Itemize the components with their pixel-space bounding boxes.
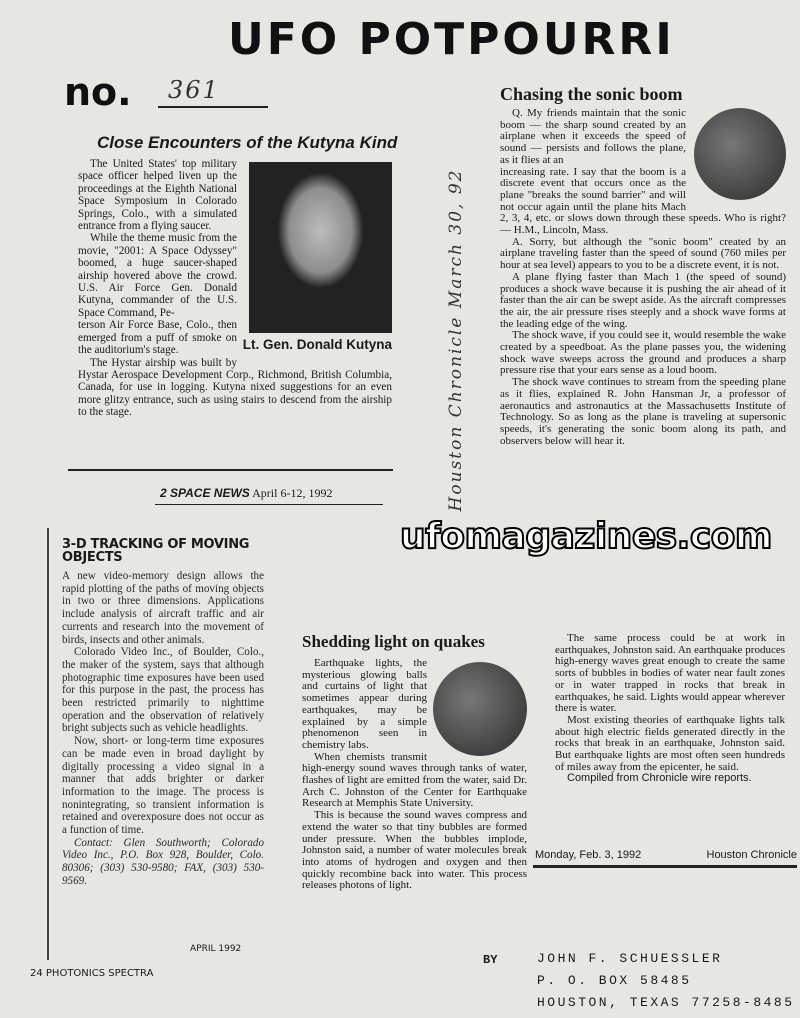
contributor-name: JOHN F. SCHUESSLER [537,951,723,966]
divider [533,865,797,868]
photo-caption: Lt. Gen. Donald Kutyna [242,337,392,352]
divider [68,469,393,471]
page-title: UFO POTPOURRI [228,14,675,65]
footer-publication: 24 PHOTONICS SPECTRA [30,968,154,979]
kutyna-article [78,158,392,419]
footer-date: APRIL 1992 [190,944,242,954]
box-border [47,528,49,960]
paragraph: increasing rate. I say that the boom is a discrete event that occurs once as the plane "breaks the sound barrier" and will not occur again until the plane hits Mach 2, 3, 4, etc. or slows down through these speeds. Who is right? — H.M., Lincoln, Mass. [500,165,786,237]
paragraph: Earthquake lights, the mysterious glowing balls and curtains of light that sometimes appear during earthquakes, may be explained by a simple phenomenon seen in chemistry labs. [302,657,427,751]
quakes-headline: Shedding light on quakes [302,632,485,651]
paragraph: Colorado Video Inc., of Boulder, Colo., the maker of the system, says that although photographic time exposures have been used for this purpose in the past, the process has been restricted primarily to nighttime operation and the observation of relatively bright subjects such as vehicle headlights. [62,646,264,735]
issue-number-handwritten: 361 [168,76,220,104]
paragraph: A new video-memory design allows the rapid plotting of the paths of moving objects in two or three dimensions. Applications include analysis of aircraft traffic and air currents and research into the movement of birds, insects and other animals. [62,570,264,646]
paragraph: While the theme music from the movie, "2001: A Space Odyssey" boomed, a huge saucer-shaped airship hovered above the crowd. U.S. Air Force Gen. Donald Kutyna, commander of the U.S. Space Command, Pe- [78,232,237,319]
tracking-text [62,570,264,888]
kutyna-headline: Close Encounters of the Kutyna Kind [97,133,398,152]
quakes-right-text [555,633,785,785]
paragraph: terson Air Force Base, Colo., then emerged from a puff of smoke on the auditorium's stage. [78,319,237,357]
dateline [535,849,797,861]
contributor-po-box: P. O. BOX 58485 [537,973,692,988]
paragraph: Q. My friends maintain that the sonic boom — the sharp sound created by an airplane when it exceeds the speed of sound — persists and follows the plane, as it flies at an [500,107,686,166]
paragraph: The shock wave continues to stream from the speeding plane as it flies, explained R. John Hansman Jr, a professor of aeronautics and astronautics at the Massachusetts Institute of Technology. So as long as the plane is traveling at supersonic speeds, it's generating the sonic boom along its path, and observers below will hear it. [500,376,786,447]
source-credit [160,486,332,501]
paragraph: The same process could be at work in earthquakes, Johnston said. An earthquake produces high-energy waves great enough to create the same sorts of bubbles in bodies of water near fault zones or in water trapped in rocks that break in earthquakes, he said. Lights would appear wherever there is water. [555,632,785,715]
contact-info: Contact: Glen Southworth; Colorado Video Inc., P.O. Box 928, Boulder, Colo. 80306; (303) 530-9580; FAX, (303) 530-9569. [62,836,264,887]
paragraph: A. Sorry, but although the "sonic boom" created by an airplane traveling faster than the speed of sound (760 miles per hour at sea level) appears to you to be a discrete event, it is not. [500,235,786,272]
by-label: BY [483,953,498,967]
lightning-illustration [433,662,527,756]
source-publication: 2 SPACE NEWS [160,486,250,500]
watermark: ufomagazines.com [400,516,772,557]
paragraph: Now, short- or long-term time exposures can be made even in broad daylight by digitally processing a video signal in a manner that adds brighter or darker information to the image. The process is nonintegrating, so transient information is retained and overexposure does not occur as a function of time. [62,735,264,837]
quakes-text [302,658,527,892]
contributor-city: HOUSTON, TEXAS 77258-8485 [537,995,795,1010]
paragraph: The Hystar airship was built by Hystar Aerospace Development Corp., Richmond, British Columbia, Canada, for use in logging. Kutyna nixed suggestions for an even more glitzy entrance, such as using stairs to descend from the airship to the stage. [78,356,392,419]
kutyna-photo [249,162,392,333]
sonic-text [500,108,786,508]
paragraph: This is because the sound waves compress and extend the water so that tiny bubbles are formed under pressure. When the bubbles implode, Johnston said, a number of water molecules break into atoms of hydrogen and oxygen and then quickly recombine back into water. This process releases photons of light. [302,809,527,892]
wire-credit: Compiled from Chronicle wire reports. [567,772,752,785]
issue-number-underline [158,106,268,108]
dateline-publication: Houston Chronicle [706,849,797,861]
paragraph: When chemists transmit high-energy sound waves through tanks of water, flashes of light are emitted from the water, said Dr. Arch C. Johnston of the Center for Earthquake Research at Memphis State University. [302,750,527,810]
paragraph: A plane flying faster than Mach 1 (the speed of sound) produces a shock wave because it is pushing the air ahead of it faster than the air can be swept aside. As the aircraft compresses the air, the air pressure rises steeply and a shock wave forms at the leading edge of the wing. [500,270,786,330]
source-date: April 6-12, 1992 [252,486,333,500]
contributor-address [537,948,795,1014]
divider [155,504,383,505]
handwritten-text: Houston Chronicle March 30, 92 [446,168,466,512]
dateline-date: Monday, Feb. 3, 1992 [535,849,642,861]
sonic-boom-headline: Chasing the sonic boom [500,84,683,104]
paragraph: Most existing theories of earthquake lights talk about high electric fields generated directly in the rocks that break in an earthquake, Johnston said. But earthquake lights are most often seen hundreds of miles away from the epicenter, he said. [555,713,785,773]
photo-block [237,162,392,353]
number-label: no. [64,70,132,114]
tracking-headline: 3-D TRACKING OF MOVING OBJECTS [62,537,250,565]
paragraph: The shock wave, if you could see it, would resemble the wake created by a speedboat. As the plane passes you, the widening shock wave sweeps across the ground and produces a sharp pressure rise that your ears sense as a loud boom. [500,329,786,377]
paragraph: The United States' top military space officer helped liven up the proceedings at the Eighth National Space Symposium in Colorado Springs, Colo., with a simulated entrance from a flying saucer. [78,158,237,233]
ear-sound-wave-illustration [694,108,786,200]
